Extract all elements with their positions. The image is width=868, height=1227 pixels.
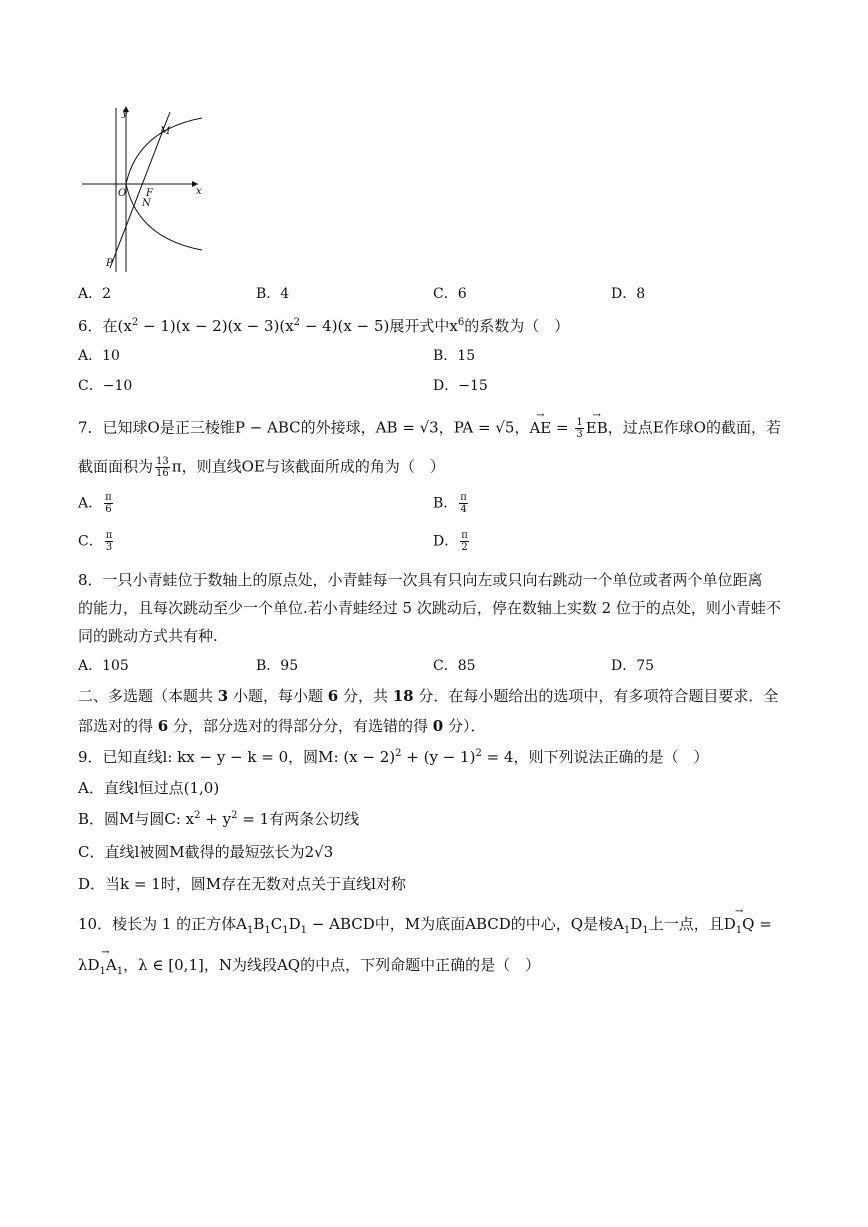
q7-option-d-letter: D． bbox=[433, 533, 459, 550]
section2-b2: 6 bbox=[327, 687, 339, 705]
q10-s6: 1 bbox=[642, 925, 649, 936]
q8-option-c[interactable]: C．85 bbox=[433, 658, 476, 674]
q9-stem-c: = 4，则下列说法正确的是（ ） bbox=[481, 748, 709, 766]
q6-num: 6．在 bbox=[78, 317, 118, 335]
q7-option-d-den: 2 bbox=[461, 542, 468, 553]
q6-option-a[interactable]: A．10 bbox=[78, 348, 120, 364]
q10-l1-a: 10．棱长为 1 的正方体A bbox=[78, 915, 247, 933]
q7-option-c-letter: C． bbox=[78, 533, 103, 550]
q7-option-a-den: 6 bbox=[105, 504, 112, 515]
section2-header-line2 bbox=[78, 716, 485, 736]
q9-optb-sup1: 2 bbox=[194, 810, 201, 821]
q10-vector-d1a1 bbox=[88, 955, 124, 975]
label-p: P bbox=[106, 258, 113, 269]
q7-option-b-den: 4 bbox=[460, 504, 467, 515]
q10-l2-b: ，λ ∈ [0,1]，N为线段AQ的中点，下列命题中正确的是（ ） bbox=[123, 956, 541, 974]
q5-option-c[interactable]: C．6 bbox=[433, 286, 467, 302]
section2-b4: 6 bbox=[157, 717, 169, 735]
q7-option-a[interactable] bbox=[78, 492, 115, 515]
q10-s5: 1 bbox=[623, 925, 631, 936]
q7-option-c-frac bbox=[105, 530, 114, 553]
q9-sup1: 2 bbox=[395, 748, 402, 759]
q7-frac-den: 3 bbox=[576, 429, 583, 440]
q7-line1-b: ，过点E作球O的截面，若 bbox=[607, 418, 781, 437]
q7-vector-eb: → EB bbox=[586, 418, 608, 438]
q9-sup2: 2 bbox=[475, 748, 482, 759]
q7-option-d-frac bbox=[460, 530, 469, 553]
q9-option-d[interactable]: D．当k = 1时，圆M存在无数对点关于直线l对称 bbox=[78, 875, 406, 893]
label-y: y bbox=[122, 108, 128, 119]
q7-option-b-frac bbox=[459, 492, 468, 515]
figure-svg bbox=[78, 100, 208, 275]
q6-expr-b: − 1)(x − 2)(x − 3)(x bbox=[138, 317, 294, 335]
q10-s7: 1 bbox=[735, 925, 743, 936]
q10-l1-g: 上一点，且 bbox=[648, 915, 724, 933]
q10-l1-d: D bbox=[288, 915, 301, 933]
section2-l1-b: 小题，每小题 bbox=[228, 687, 328, 705]
q10-vec2-d: D bbox=[87, 956, 100, 974]
section2-l2-c: 分）． bbox=[443, 717, 486, 735]
q6-expr-a: (x bbox=[117, 317, 132, 335]
q8-option-d[interactable]: D．75 bbox=[611, 658, 655, 674]
q7-frac2-num: 13 bbox=[156, 456, 169, 467]
q7-line2-a: 截面面积为 bbox=[78, 457, 154, 476]
q10-l1-b: B bbox=[253, 915, 265, 933]
section2-b3: 18 bbox=[392, 687, 414, 705]
section2-b5: 0 bbox=[432, 717, 444, 735]
q8-option-b[interactable]: B．95 bbox=[256, 658, 299, 674]
q10-l1-f: D bbox=[630, 915, 643, 933]
q6-option-b[interactable]: B．15 bbox=[433, 348, 476, 364]
section2-l2-a: 部选对的得 bbox=[78, 717, 158, 735]
q10-l2-a: λ bbox=[78, 956, 88, 974]
q6-option-d[interactable]: D．−15 bbox=[433, 378, 488, 394]
q6-sup-c: 6 bbox=[457, 317, 465, 328]
q7-option-a-num: π bbox=[105, 492, 112, 503]
q7-option-c-den: 3 bbox=[105, 542, 113, 553]
q10-s3: 1 bbox=[282, 925, 289, 936]
section2-l1-d: 分．在每小题给出的选项中，有多项符合题目要求．全 bbox=[413, 687, 779, 705]
q10-s4: 1 bbox=[300, 925, 308, 936]
q6-sup-a: 2 bbox=[131, 317, 139, 328]
q9-option-b[interactable] bbox=[78, 809, 359, 829]
label-x: x bbox=[196, 186, 202, 197]
q8-option-a[interactable]: A．105 bbox=[78, 658, 129, 674]
q7-option-b-letter: B． bbox=[433, 495, 458, 512]
q5-option-d[interactable]: D．8 bbox=[611, 286, 646, 302]
q7-line2-b: π，则直线OE与该截面所成的角为（ ） bbox=[171, 457, 445, 476]
q9-optb-a: B．圆M与圆C: x bbox=[78, 810, 195, 828]
q8-stem-line2: 的能力，且每次跳动至少一个单位.若小青蛙经过 5 次跳动后，停在数轴上实数 2 位于的点处，则小青蛙不 bbox=[78, 599, 781, 617]
q9-optb-sup2: 2 bbox=[231, 810, 238, 821]
q8-stem-line3: 同的跳动方式共有种. bbox=[78, 627, 218, 645]
q6-stem bbox=[78, 316, 569, 336]
q10-s8: 1 bbox=[99, 966, 106, 977]
q7-vector-ae: → AE bbox=[529, 418, 551, 438]
q9-option-c[interactable]: C．直线l被圆M截得的最短弦长为2√3 bbox=[78, 843, 334, 861]
parabola-figure bbox=[78, 100, 208, 275]
q7-option-b[interactable] bbox=[433, 492, 470, 515]
q7-option-c-num: π bbox=[105, 530, 113, 541]
q10-l1-h: = bbox=[754, 915, 772, 933]
q5-option-b[interactable]: B．4 bbox=[256, 286, 290, 302]
q7-option-d-num: π bbox=[461, 530, 468, 541]
q7-frac2-den: 16 bbox=[156, 468, 169, 479]
q10-vec1-q: Q bbox=[742, 915, 755, 933]
q9-stem bbox=[78, 747, 708, 767]
label-n: N bbox=[142, 198, 151, 209]
q7-eq: = bbox=[551, 418, 574, 437]
q5-option-a[interactable]: A．2 bbox=[78, 286, 112, 302]
q10-l1-c: C bbox=[270, 915, 283, 933]
q6-expr-c: − 4)(x − 5)展开式中x bbox=[300, 317, 458, 335]
q9-optb-b: + y bbox=[200, 810, 232, 828]
label-f: F bbox=[146, 188, 153, 199]
q7-option-a-frac bbox=[104, 492, 113, 515]
q7-line1-a: 7．已知球O是正三棱锥P − ABC的外接球，AB = √3，PA = √5， bbox=[78, 418, 530, 437]
q10-vec2-a: A bbox=[105, 956, 117, 974]
q7-option-a-letter: A． bbox=[78, 495, 103, 512]
q10-s2: 1 bbox=[264, 925, 271, 936]
q10-stem-line1 bbox=[78, 914, 772, 934]
q7-stem-line2 bbox=[78, 456, 445, 479]
q6-tail: 的系数为（ ） bbox=[464, 317, 570, 335]
section2-l1-c: 分，共 bbox=[338, 687, 393, 705]
section2-header-line1 bbox=[78, 686, 778, 706]
q8-stem-line1: 8．一只小青蛙位于数轴上的原点处，小青蛙每一次具有只向左或只向右跳动一个单位或者两个单位距离 bbox=[78, 571, 763, 589]
label-m: M bbox=[160, 126, 171, 137]
q9-option-a[interactable]: A．直线l恒过点(1,0) bbox=[78, 779, 220, 797]
q9-stem-a: 9．已知直线l: kx − y − k = 0，圆M: (x − 2) bbox=[78, 748, 396, 766]
q10-s1: 1 bbox=[247, 925, 254, 936]
q7-option-c[interactable] bbox=[78, 530, 115, 553]
q7-option-d[interactable] bbox=[433, 530, 471, 553]
q7-fraction2 bbox=[155, 456, 170, 479]
q7-stem-line1 bbox=[78, 417, 781, 440]
q10-vec1-d: D bbox=[723, 915, 736, 933]
q6-sup-b: 2 bbox=[293, 317, 301, 328]
section2-l2-b: 分，部分选对的得部分分，有选错的得 bbox=[168, 717, 433, 735]
q6-option-c[interactable]: C．−10 bbox=[78, 378, 133, 394]
q7-option-b-num: π bbox=[460, 492, 467, 503]
q10-s9: 1 bbox=[116, 966, 124, 977]
label-o: O bbox=[118, 188, 127, 199]
q7-frac-num: 1 bbox=[576, 417, 583, 428]
q10-stem-line2 bbox=[78, 955, 540, 975]
q10-l1-e: − ABCD中，M为底面ABCD的中心，Q是棱A bbox=[307, 915, 624, 933]
q7-fraction bbox=[575, 417, 583, 440]
q9-optb-c: = 1有两条公切线 bbox=[237, 810, 360, 828]
q10-vector-d1q bbox=[724, 914, 755, 934]
section2-b1: 3 bbox=[217, 687, 229, 705]
section2-l1-a: 二、多选题（本题共 bbox=[78, 687, 218, 705]
q9-stem-b: + (y − 1) bbox=[401, 748, 476, 766]
